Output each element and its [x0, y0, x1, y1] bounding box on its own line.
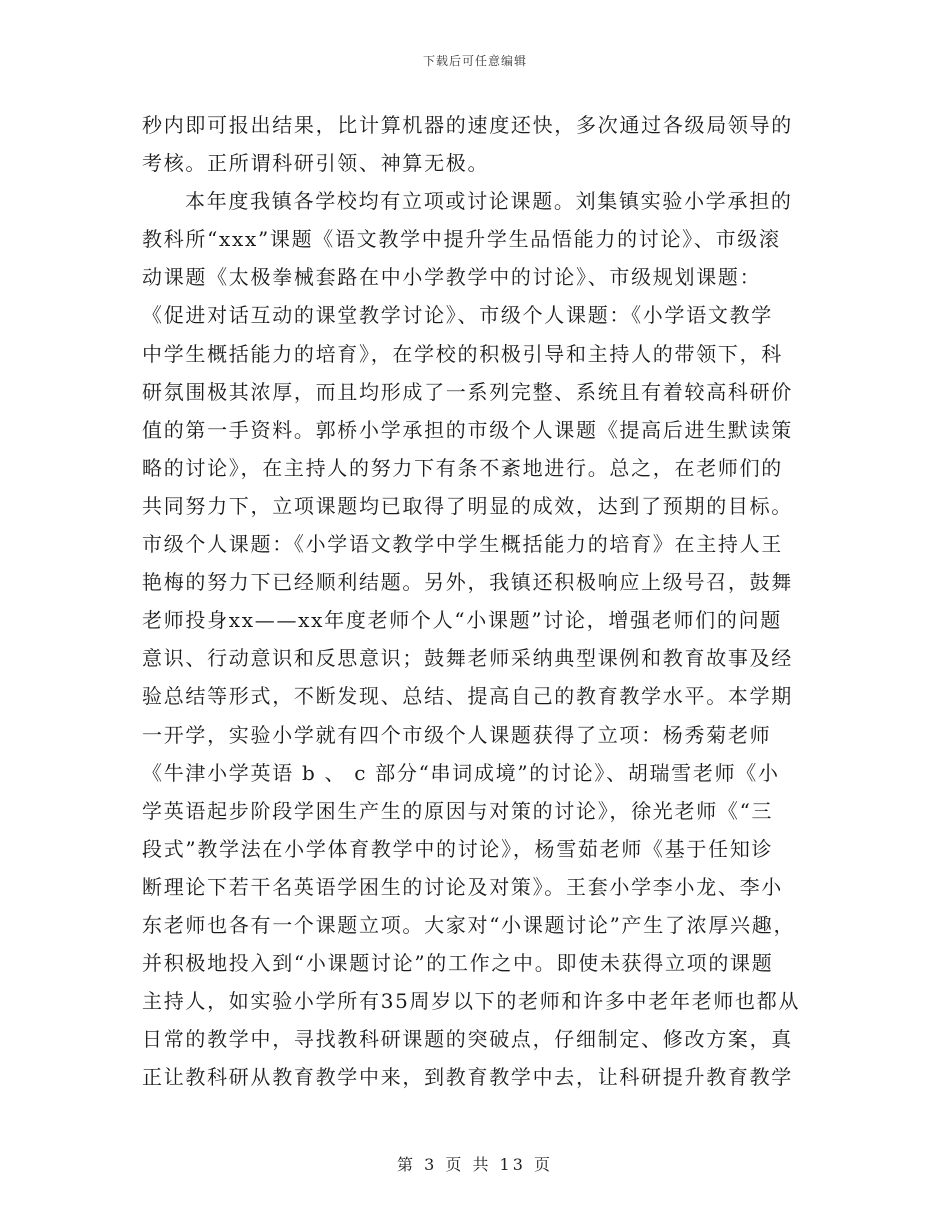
text-line: 断理论下若干名英语学困生的讨论及对策》。王套小学李小龙、李小 [142, 874, 783, 899]
text-line: 正让教科研从教育教学中来，到教育教学中去，让科研提升教育教学 [142, 1065, 793, 1090]
text-line: 共同努力下，立项课题均已取得了明显的成效，达到了预期的目标。 [142, 493, 793, 518]
document-body [142, 106, 807, 1096]
text-line: 学英语起步阶段学困生产生的原因与对策的讨论》，徐光老师《“三 [142, 798, 774, 823]
text-line: 研氛围极其浓厚，而且均形成了一系列完整、系统且有着较高科研价 [142, 379, 793, 404]
text-line: 秒内即可报出结果，比计算机器的速度还快，多次通过各级局领导的 [142, 113, 793, 137]
text-line: 段式”教学法在小学体育教学中的讨论》，杨雪茹老师《基于任知诊 [142, 836, 774, 861]
text-line: 本年度我镇各学校均有立项或讨论课题。刘集镇实验小学承担的 [185, 189, 793, 214]
page-number: 第 3 页 共 13 页 [397, 1155, 553, 1174]
text-line: 意识、行动意识和反思意识；鼓舞老师采纳典型课例和教育故事及经 [142, 646, 793, 671]
text-line: 中学生概括能力的培育》，在学校的积极引导和主持人的带领下，科 [142, 341, 783, 366]
text-line: 略的讨论》，在主持人的努力下有条不紊地进行。总之，在老师们的 [142, 455, 783, 480]
text-line: 考核。正所谓科研引领、神算无极。 [142, 151, 490, 176]
text-line: 艳梅的努力下已经顺利结题。另外，我镇还积极响应上级号召，鼓舞 [142, 570, 793, 595]
page-header: 下载后可任意编辑 [422, 54, 527, 68]
text-line: 市级个人课题：《小学语文教学中学生概括能力的培育》在主持人王 [142, 532, 783, 557]
text-line: 并积极地投入到“小课题讨论”的工作之中。即使未获得立项的课题 [142, 951, 774, 976]
text-line: 主持人，如实验小学所有35周岁以下的老师和许多中老年老师也都从 [142, 989, 801, 1014]
text-line: 教科所“xxx”课题《语文教学中提升学生品悟能力的讨论》、市级滚 [142, 227, 781, 252]
text-line: 日常的教学中，寻找教科研课题的突破点，仔细制定、修改方案，真 [142, 1027, 793, 1052]
text-line: 《促进对话互动的课堂教学讨论》、市级个人课题：《小学语文教学 [142, 303, 773, 328]
text-line: 值的第一手资料。郭桥小学承担的市级个人课题《提高后进生默读策 [142, 417, 793, 442]
text-line: 老师投身xx——xx年度老师个人“小课题”讨论，增强老师们的问题 [142, 608, 782, 633]
text-line: 验总结等形式，不断发现、总结、提高自己的教育教学水平。本学期 [142, 684, 793, 709]
text-line: 《牛津小学英语 b 、 c 部分“串词成境”的讨论》、胡瑞雪老师《小 [142, 760, 780, 785]
text-line: 动课题《太极拳械套路在中小学教学中的讨论》、市级规划课题： [142, 265, 762, 290]
text-line: 一开学，实验小学就有四个市级个人课题获得了立项：杨秀菊老师 [142, 722, 772, 747]
text-line: 东老师也各有一个课题立项。大家对“小课题讨论”产生了浓厚兴趣， [142, 912, 796, 937]
